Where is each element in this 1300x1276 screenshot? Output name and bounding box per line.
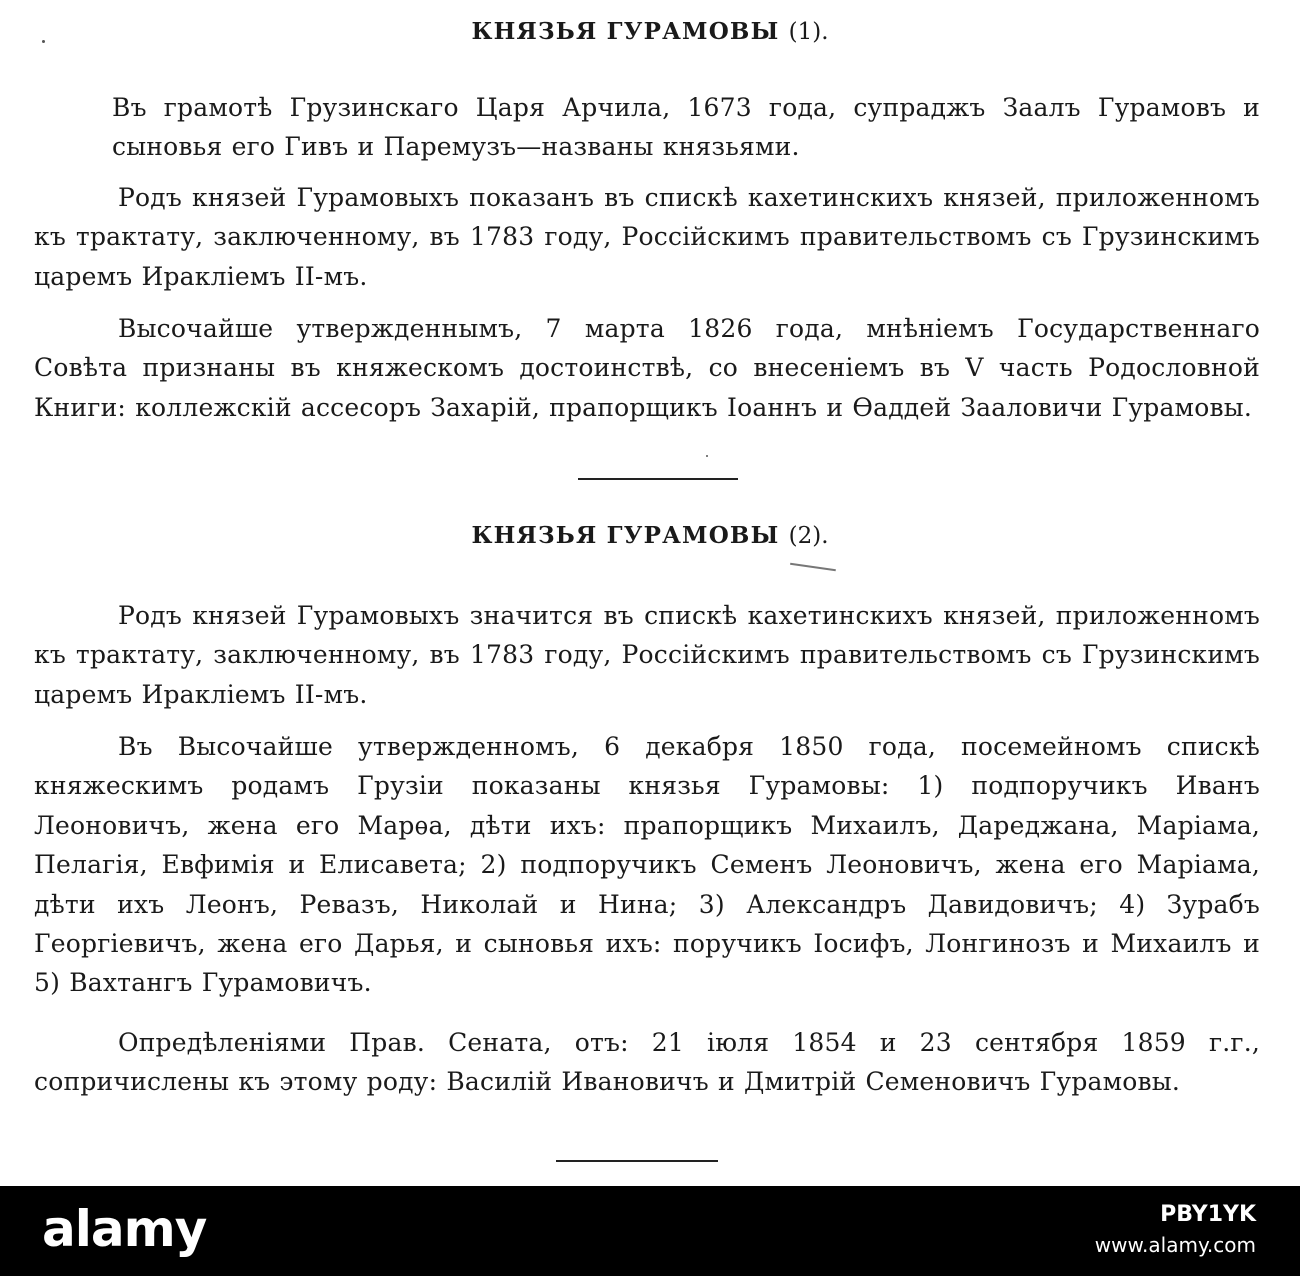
speck-mark: [790, 563, 836, 571]
paragraph: Въ грамотѣ Грузинскаго Царя Арчила, 1673 года, супраджъ Заалъ Гурамовъ и сыновья его Гивъ и Паремузъ—названы князьями.: [112, 93, 1260, 162]
paragraph: Родъ князей Гурамовыхъ значится въ спискѣ кахетинскихъ князей, приложенномъ къ трактату, заключенному, въ 1783 году, Россійскимъ правительствомъ съ Грузинскимъ царемъ Иракліемъ II-мъ.: [34, 601, 1260, 709]
paragraph: Въ Высочайше утвержденномъ, 6 декабря 1850 года, посемейномъ спискѣ княжескимъ родамъ Грузіи показаны князья Гурамовы: 1) подпоручикъ Иванъ Леоновичъ, жена его Марѳа, дѣти ихъ: прапорщикъ Михаилъ, Дареджана, Маріама, Пелагія, Евфимія и Елисавета; 2) подпоручикъ Семенъ Леоновичъ, жена его Маріама, дѣти ихъ Леонъ, Ревазъ, Николай и Нина; 3) Александръ Давидовичъ; 4) Зурабъ Георгіевичъ, жена его Дарья, и сыновья ихъ: поручикъ Іосифъ, Лонгинозъ и Михаилъ и 5) Вахтангъ Гурамовичъ.: [34, 732, 1260, 998]
watermark-footer: [0, 1186, 1300, 1276]
speck-mark: [706, 455, 708, 457]
section-2-body-1: [34, 596, 1260, 714]
section-1-body-3: [34, 309, 1260, 427]
section-2-number: (2).: [788, 523, 829, 549]
section-divider: [556, 1160, 718, 1162]
section-2-title: КНЯЗЬЯ ГУРАМОВЫ: [471, 522, 780, 549]
watermark-url: www.alamy.com: [1094, 1233, 1256, 1257]
section-1-number: (1).: [788, 19, 829, 45]
section-2-body-3: [34, 1023, 1260, 1102]
section-divider: [578, 478, 738, 480]
alamy-logo: alamy: [42, 1200, 207, 1258]
section-1-title: КНЯЗЬЯ ГУРАМОВЫ: [471, 18, 780, 45]
section-2-heading: [0, 522, 1300, 549]
section-1-body: [112, 88, 1260, 167]
image-id: PBY1YK: [1160, 1202, 1256, 1227]
section-1-body-2: [34, 178, 1260, 296]
paragraph: Высочайше утвержденнымъ, 7 марта 1826 года, мнѣніемъ Государственнаго Совѣта признаны въ княжескомъ достоинствѣ, со внесеніемъ въ V часть Родословной Книги: коллежскій ассесоръ Захарій, прапорщикъ Іоаннъ и Ѳаддей Зааловичи Гурамовы.: [34, 314, 1260, 422]
section-1-heading: [0, 18, 1300, 45]
paragraph: Опредѣленіями Прав. Сената, отъ: 21 іюля 1854 и 23 сентября 1859 г.г., сопричислены къ этому роду: Василій Ивановичъ и Дмитрій Семеновичъ Гурамовы.: [34, 1028, 1260, 1097]
section-2-body-2: [34, 727, 1260, 1003]
paragraph: Родъ князей Гурамовыхъ показанъ въ спискѣ кахетинскихъ князей, приложенномъ къ трактату, заключенному, въ 1783 году, Россійскимъ правительствомъ съ Грузинскимъ царемъ Иракліемъ II-мъ.: [34, 183, 1260, 291]
